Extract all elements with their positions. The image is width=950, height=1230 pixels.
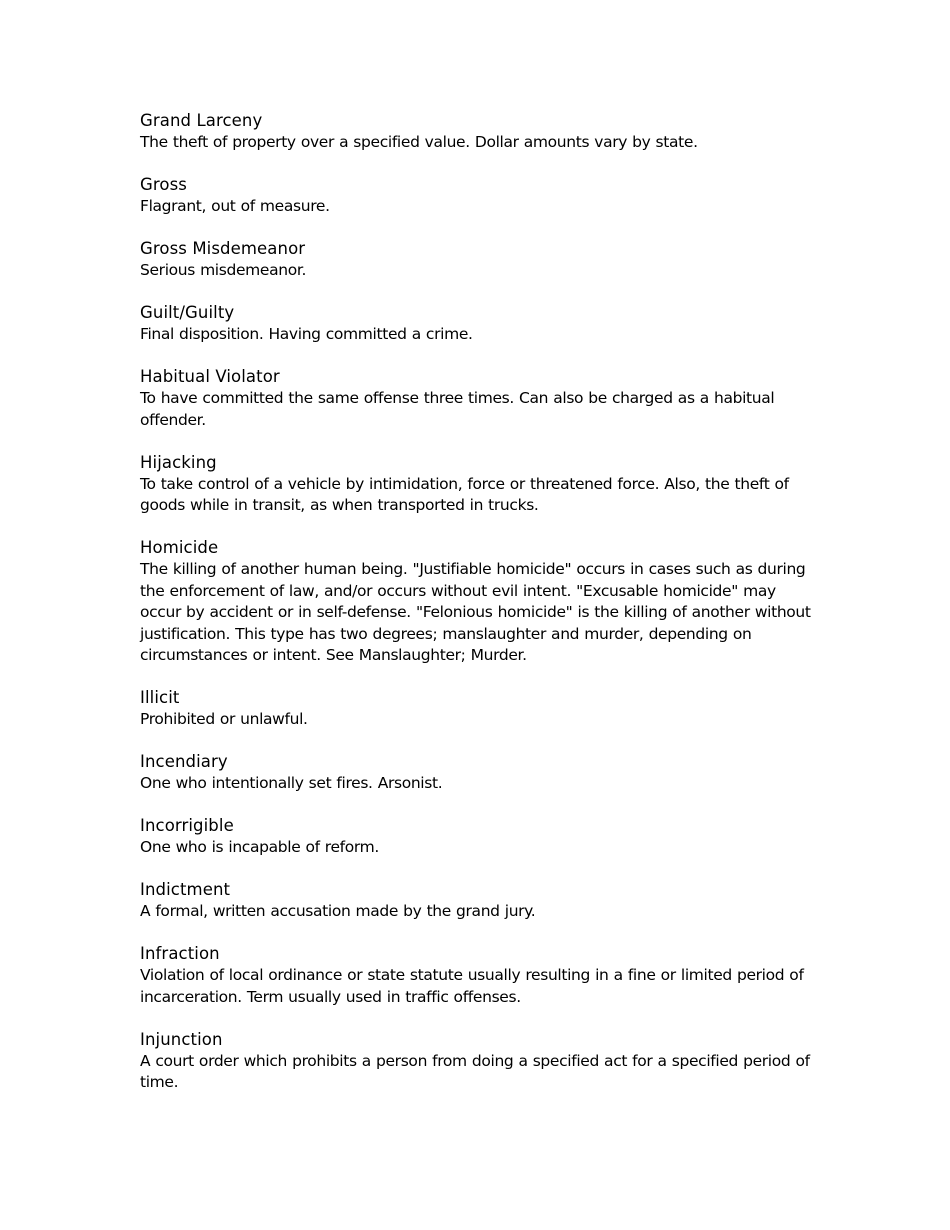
glossary-entry-gross-misdemeanor [140, 238, 820, 282]
entry-definition: Prohibited or unlawful. [140, 710, 308, 728]
glossary-entry-grand-larceny [140, 110, 820, 154]
entry-term: Gross Misdemeanor [140, 239, 306, 258]
entry-definition: Final disposition. Having committed a crime. [140, 325, 473, 343]
entry-definition: One who is incapable of reform. [140, 838, 379, 856]
entry-definition: The theft of property over a specified value. Dollar amounts vary by state. [140, 133, 698, 151]
glossary-entry-habitual-violator [140, 366, 820, 431]
entry-term: Grand Larceny [140, 111, 263, 130]
glossary-entry-incorrigible [140, 815, 820, 859]
entry-definition: Flagrant, out of measure. [140, 197, 330, 215]
entry-term: Incorrigible [140, 816, 234, 835]
entry-term: Indictment [140, 880, 231, 899]
entry-term: Illicit [140, 688, 180, 707]
entry-term: Incendiary [140, 752, 228, 771]
entry-term: Habitual Violator [140, 367, 280, 386]
glossary-entry-guilt-guilty [140, 302, 820, 346]
entry-term: Guilt/Guilty [140, 303, 235, 322]
glossary-entry-incendiary [140, 751, 820, 795]
glossary-entry-gross [140, 174, 820, 218]
entry-definition: To take control of a vehicle by intimidation, force or threatened force. Also, the theft of goods while in transit, as when transported in trucks. [140, 474, 789, 514]
entry-definition: A court order which prohibits a person from doing a specified act for a specified period of time. [140, 1051, 810, 1091]
entry-definition: Violation of local ordinance or state statute usually resulting in a fine or limited period of incarceration. Term usually used in traffic offenses. [140, 966, 804, 1006]
entry-definition: The killing of another human being. "Justifiable homicide" occurs in cases such as during the enforcement of law, and/or occurs without evil intent. "Excusable homicide" may occur by accident or in self-defense. "Felonious homicide" is the killing of another without justification. This type has two degrees; manslaughter and murder, depending on circumstances or intent. See Manslaughter; Murder. [140, 560, 811, 664]
glossary-entry-injunction [140, 1029, 820, 1094]
entry-definition: Serious misdemeanor. [140, 261, 307, 279]
entry-definition: To have committed the same offense three times. Can also be charged as a habitual offender. [140, 389, 775, 429]
entry-term: Hijacking [140, 452, 217, 472]
entry-term: Gross [140, 175, 187, 194]
glossary-entry-homicide [140, 537, 820, 667]
entry-term: Injunction [140, 1029, 223, 1049]
entry-term: Infraction [140, 944, 220, 963]
glossary-entry-infraction [140, 943, 820, 1008]
entry-definition: A formal, written accusation made by the grand jury. [140, 902, 536, 920]
glossary-entry-indictment [140, 879, 820, 923]
entry-term: Homicide [140, 538, 219, 557]
glossary-entry-illicit [140, 687, 820, 731]
glossary-list [140, 110, 820, 1114]
glossary-entry-hijacking [140, 452, 820, 517]
entry-definition: One who intentionally set fires. Arsonist. [140, 774, 443, 792]
